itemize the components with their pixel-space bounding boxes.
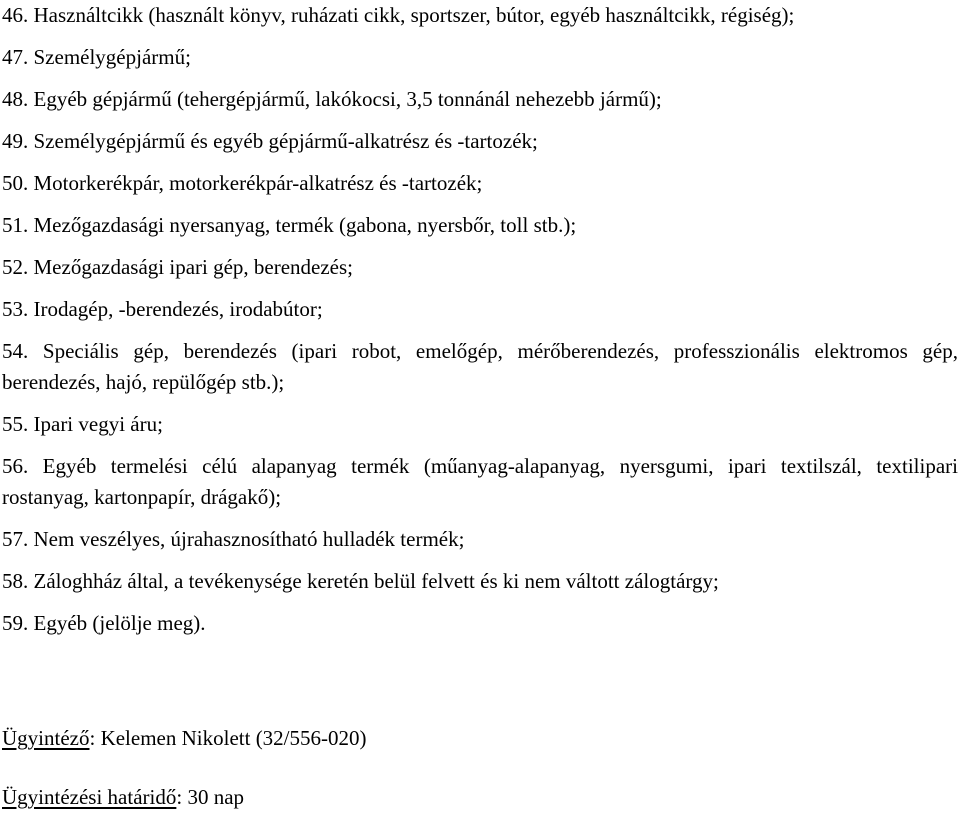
processing-deadline-value: : 30 nap: [176, 785, 245, 809]
list-item-53: 53. Irodagép, -berendezés, irodabútor;: [2, 297, 323, 321]
list-item-55: 55. Ipari vegyi áru;: [2, 412, 163, 436]
list-item-58: 58. Záloghház által, a tevékenysége keretén belül felvett és ki nem váltott zálogtárgy;: [2, 569, 719, 593]
list-item-51: 51. Mezőgazdasági nyersanyag, termék (gabona, nyersbőr, toll stb.);: [2, 213, 577, 237]
list-item-54: 54. Speciális gép, berendezés (ipari robot, emelőgép, mérőberendezés, professzionális elektromos gép, berendezés, hajó, repülőgép stb.);: [2, 339, 958, 394]
list-item-48: 48. Egyéb gépjármű (tehergépjármű, lakókocsi, 3,5 tonnánál nehezebb jármű);: [2, 87, 662, 111]
processing-deadline-line: [2, 782, 244, 813]
list-item-47: 47. Személygépjármű;: [2, 45, 191, 69]
case-officer-value: : Kelemen Nikolett (32/556-020): [89, 726, 367, 750]
list-item-49: 49. Személygépjármű és egyéb gépjármű-alkatrész és -tartozék;: [2, 129, 538, 153]
processing-deadline-label: Ügyintézési határidő: [2, 785, 177, 809]
list-item-46: 46. Használtcikk (használt könyv, ruházati cikk, sportszer, bútor, egyéb használtcikk, régiség);: [2, 3, 795, 27]
list-item-52: 52. Mezőgazdasági ipari gép, berendezés;: [2, 255, 354, 279]
case-officer-line: [2, 723, 367, 754]
list-item-59: 59. Egyéb (jelölje meg).: [2, 611, 206, 635]
case-officer-label: Ügyintéző: [2, 726, 90, 750]
list-item-57: 57. Nem veszélyes, újrahasznosítható hulladék termék;: [2, 527, 465, 551]
list-item-50: 50. Motorkerékpár, motorkerékpár-alkatrész és -tartozék;: [2, 171, 483, 195]
list-item-56: 56. Egyéb termelési célú alapanyag termék (műanyag-alapanyag, nyersgumi, ipari textilszál, textilipari rostanyag, kartonpapír, drágakő);: [2, 454, 958, 509]
